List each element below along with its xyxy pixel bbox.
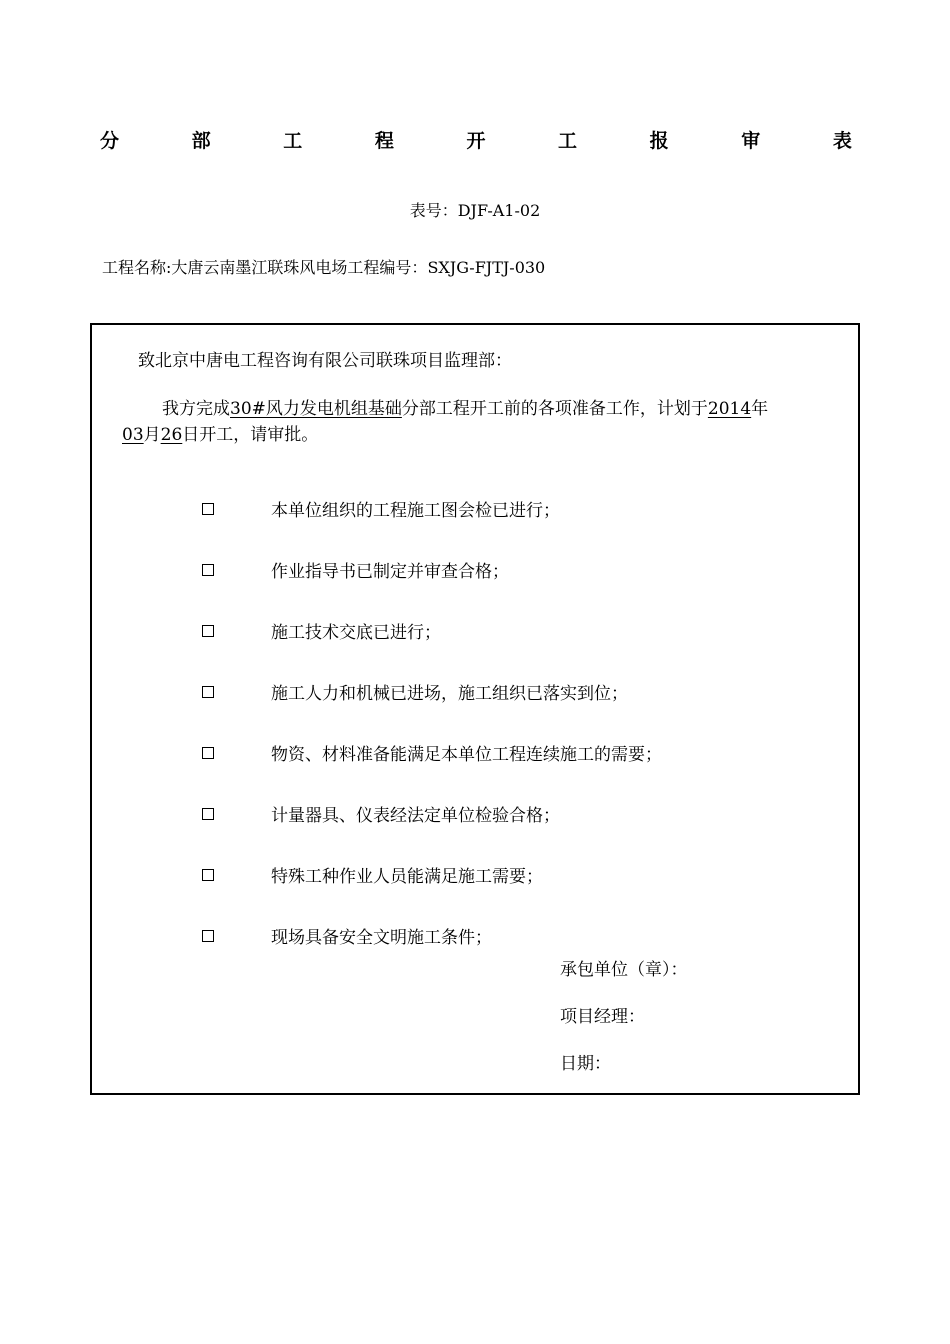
project-name-label: 工程名称: [102, 258, 172, 277]
checklist-item [202, 478, 662, 539]
title-char: 程 [374, 130, 394, 152]
signature-area [560, 955, 688, 1096]
title-char: 部 [191, 130, 211, 152]
checkbox-icon[interactable] [202, 808, 214, 820]
title-char: 工 [283, 130, 303, 152]
checklist-item [202, 783, 662, 844]
checkbox-icon[interactable] [202, 625, 214, 637]
application-form-box [90, 323, 860, 1095]
addressee: 致北京中唐电工程咨询有限公司联珠项目监理部： [138, 351, 512, 371]
statement-line-1 [122, 396, 834, 422]
checklist-item-text: 计量器具、仪表经法定单位检验合格； [271, 806, 560, 826]
project-code-value: SXJG-FJTJ-030 [427, 258, 546, 277]
checklist-item-text: 现场具备安全文明施工条件； [271, 928, 492, 948]
title-char: 工 [558, 130, 578, 152]
title-char: 分 [100, 130, 120, 152]
checklist-item-text: 施工技术交底已进行； [271, 623, 441, 643]
date-label: 日期： [560, 1054, 611, 1074]
checkbox-icon[interactable] [202, 686, 214, 698]
checklist-item-text: 作业指导书已制定并审查合格； [271, 562, 509, 582]
application-statement [122, 396, 834, 448]
checklist-item-text: 施工人力和机械已进场，施工组织已落实到位； [271, 684, 628, 704]
statement-line-2 [122, 422, 834, 448]
checkbox-icon[interactable] [202, 747, 214, 759]
title-char: 报 [649, 130, 669, 152]
title-char: 表 [832, 130, 852, 152]
statement-part2: 分部工程开工前的各项准备工作，计划于 [401, 399, 708, 419]
project-name-value: 大唐云南墨江联珠风电场工程 [171, 258, 380, 277]
checklist-item [202, 661, 662, 722]
start-day: 26 [160, 425, 183, 445]
project-code-label: 编号： [379, 258, 428, 277]
month-unit: 月 [143, 425, 161, 445]
checklist-item [202, 600, 662, 661]
start-year: 2014 [707, 399, 752, 419]
title-char: 开 [466, 130, 486, 152]
project-manager-label: 项目经理： [560, 1007, 645, 1027]
project-info-line [102, 257, 545, 279]
checklist-item-text: 特殊工种作业人员能满足施工需要； [271, 867, 543, 887]
checkbox-icon[interactable] [202, 503, 214, 515]
checklist-item [202, 539, 662, 600]
title-char: 审 [741, 130, 761, 152]
document-title [100, 128, 852, 154]
checklist-item-text: 物资、材料准备能满足本单位工程连续施工的需要； [271, 745, 662, 765]
checklist-item [202, 844, 662, 905]
preparation-checklist [202, 478, 662, 966]
checkbox-icon[interactable] [202, 930, 214, 942]
statement-part3: 日开工，请审批。 [182, 425, 319, 445]
year-unit: 年 [751, 399, 769, 419]
checklist-item [202, 722, 662, 783]
work-scope: 30#风力发电机组基础 [230, 399, 402, 419]
checklist-item-text: 本单位组织的工程施工图会检已进行； [271, 501, 560, 521]
contractor-seal-label: 承包单位（章）： [560, 960, 688, 980]
checkbox-icon[interactable] [202, 564, 214, 576]
start-month: 03 [122, 425, 144, 445]
checkbox-icon[interactable] [202, 869, 214, 881]
statement-part1: 我方完成 [162, 399, 230, 419]
form-number: 表号：DJF-A1-02 [409, 201, 541, 220]
